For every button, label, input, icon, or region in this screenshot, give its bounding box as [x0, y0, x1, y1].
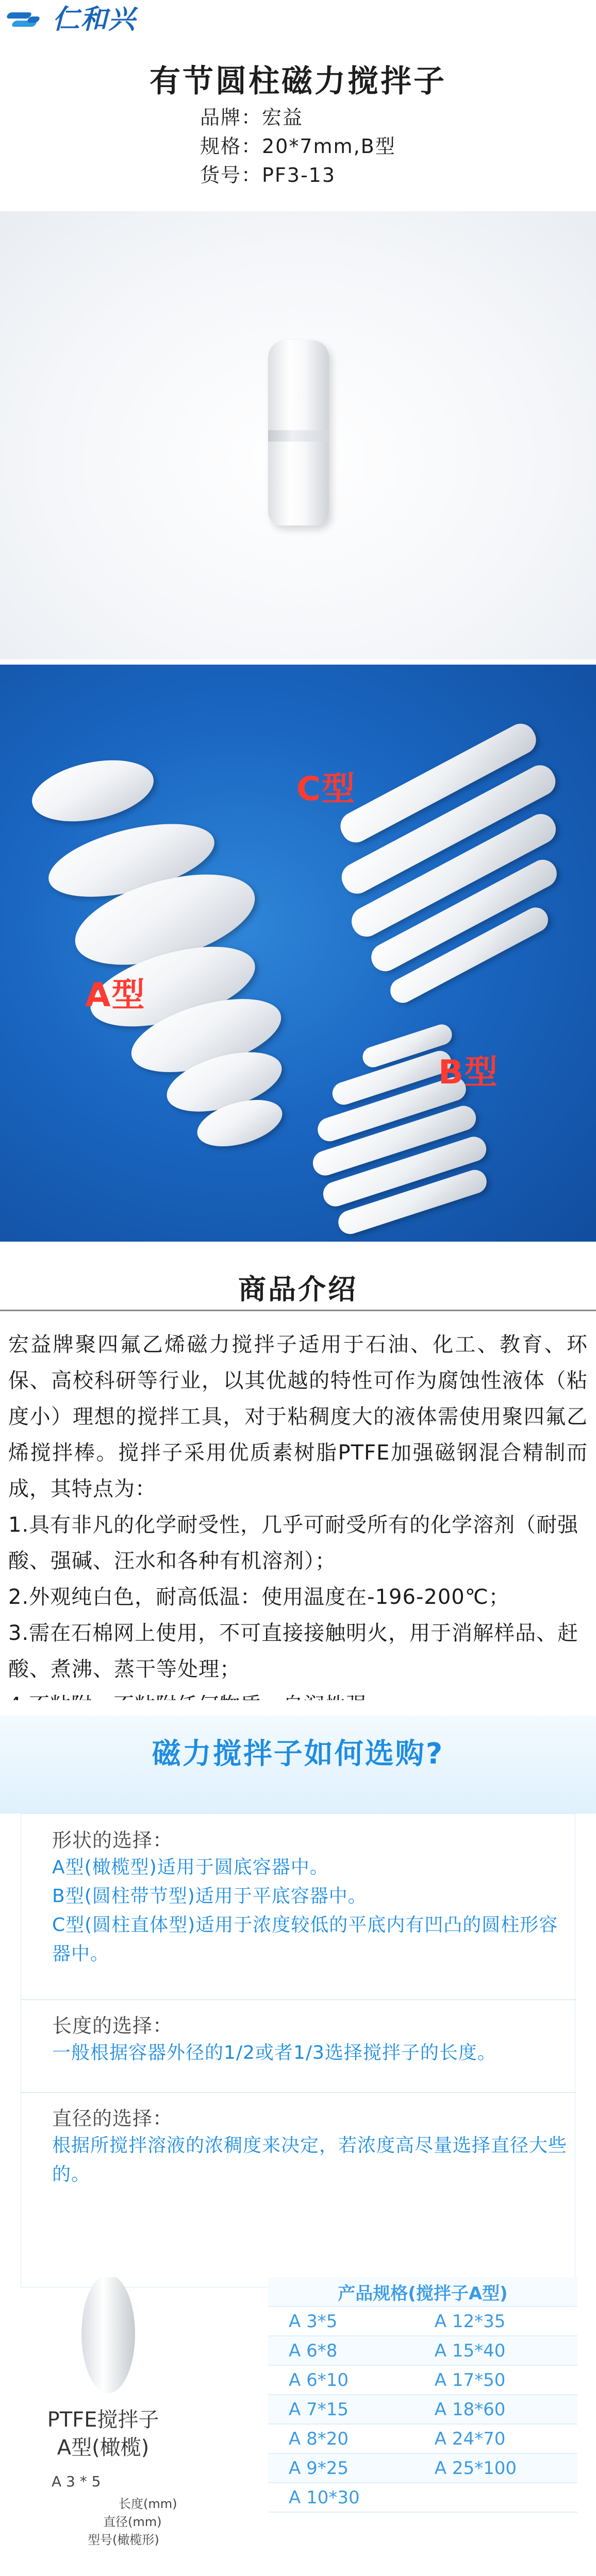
spec-section-a: [0, 2277, 596, 2576]
buying-guide: [0, 1700, 596, 2576]
spec-table-row: [268, 2395, 577, 2424]
spec-table-cell: A 18*60: [414, 2395, 577, 2424]
guide-box: [21, 1814, 575, 2287]
label-a-type: A型: [85, 976, 146, 1014]
feature-item: 1.具有非凡的化学耐受性，几乎可耐受所有的化学溶剂（耐强酸、强碱、汪水和各种有机溶剂）；: [8, 1513, 579, 1573]
spec-table-cell: A 15*40: [414, 2336, 577, 2365]
spec-table-row: [268, 2336, 577, 2365]
brand-logo-icon: [7, 9, 48, 30]
spec-table-cell: A 9*25: [268, 2453, 414, 2483]
spec-table-cell: A 17*50: [414, 2365, 577, 2395]
feature-item: 3.需在石棉网上使用，不可直接接触明火，用于消解样品、赶酸、煮沸、蒸干等处理；: [8, 1621, 579, 1681]
shape-line: A型(橄榄型)适用于圆底容器中。: [52, 1857, 329, 1878]
product-image: [0, 211, 596, 659]
stir-bar-image: [268, 340, 329, 526]
spec-table-cell: [414, 2483, 577, 2512]
brand-logo[interactable]: [7, 6, 136, 33]
intro-divider: [0, 1310, 596, 1311]
spec-brand: 品牌：宏益: [200, 106, 304, 129]
olive-stir-bar: [26, 750, 159, 831]
product-title: 有节圆柱磁力搅拌子: [150, 63, 446, 99]
length-heading: 长度的选择：: [52, 2014, 173, 2037]
spec-table-a: [268, 2277, 577, 2513]
spec-table-cell: A 8*20: [268, 2424, 414, 2453]
intro-paragraph: 宏益牌聚四氟乙烯磁力搅拌子适用于石油、化工、教育、环保、高校科研等行业，以其优越的特性可作为腐蚀性液体（粘度小）理想的搅拌工具，对于粘稠度大的液体需使用聚四氟乙烯搅拌棒。搅拌子采用优质素树脂PTFE加强磁钢混合精制而成，其特点为：: [8, 1333, 588, 1501]
spec-table-row: [268, 2483, 577, 2512]
spec-size: 规格：20*7mm,B型: [200, 135, 396, 158]
spec-table-cell: A 6*8: [268, 2336, 414, 2365]
spec-table-cell: A 3*5: [268, 2307, 414, 2336]
intro-title: 商品介绍: [238, 1273, 358, 1306]
feature-item: 2.外观纯白色，耐高低温：使用温度在-196-200℃；: [8, 1585, 510, 1609]
shape-heading: 形状的选择：: [52, 1829, 173, 1852]
spec-table-row: [268, 2307, 577, 2336]
product-intro: [0, 1242, 596, 1700]
spec-table-cell: A 12*35: [414, 2307, 577, 2336]
spec-caption-a: A 3 * 5: [52, 2473, 101, 2490]
guide-divider: [21, 1999, 576, 2000]
spec-table-row: [268, 2365, 577, 2395]
product-header: [0, 0, 596, 665]
spec-table-cell: A 7*15: [268, 2395, 414, 2424]
spec-table-title: 产品规格(搅拌子A型): [268, 2277, 577, 2307]
label-c-type: C型: [296, 770, 356, 808]
spec-table-cell: A 25*100: [414, 2453, 577, 2483]
intro-feature-list: [8, 1507, 588, 1723]
guide-divider: [21, 2092, 576, 2093]
shape-line: C型(圆柱直体型)适用于浓度较低的平底内有凹凸的圆柱形容器中。: [52, 1914, 558, 1964]
guide-title: 磁力搅拌子如何选购?: [152, 1737, 444, 1771]
diameter-line: 根据所搅拌溶液的浓稠度来决定，若浓度高尽量选择直径大些的。: [52, 2135, 568, 2185]
shape-line: B型(圆柱带节型)适用于平底容器中。: [52, 1886, 367, 1907]
spec-table-cell: A 10*30: [268, 2483, 414, 2512]
product-specs: [200, 103, 396, 190]
label-b-type: B型: [438, 1054, 499, 1092]
note-length: 长度(mm): [119, 2497, 177, 2511]
length-line: 一般根据容器外径的1/2或者1/3选择搅拌子的长度。: [52, 2042, 496, 2063]
note-diameter: 直径(mm): [103, 2515, 162, 2529]
spec-table-row: [268, 2424, 577, 2453]
spec-sku: 货号：PF3-13: [200, 164, 336, 187]
spec-table-cell: A 24*70: [414, 2424, 577, 2453]
spec-table-cell: A 6*10: [268, 2365, 414, 2395]
stir-bar-types-photo: [0, 665, 596, 1242]
spec-label-a: PTFE搅拌子 A型(橄榄): [47, 2408, 159, 2460]
diameter-heading: 直径的选择：: [52, 2107, 173, 2130]
note-model: 型号(橄榄形): [88, 2533, 159, 2547]
spec-table-row: [268, 2453, 577, 2483]
brand-logo-text: 仁和兴: [53, 4, 137, 35]
